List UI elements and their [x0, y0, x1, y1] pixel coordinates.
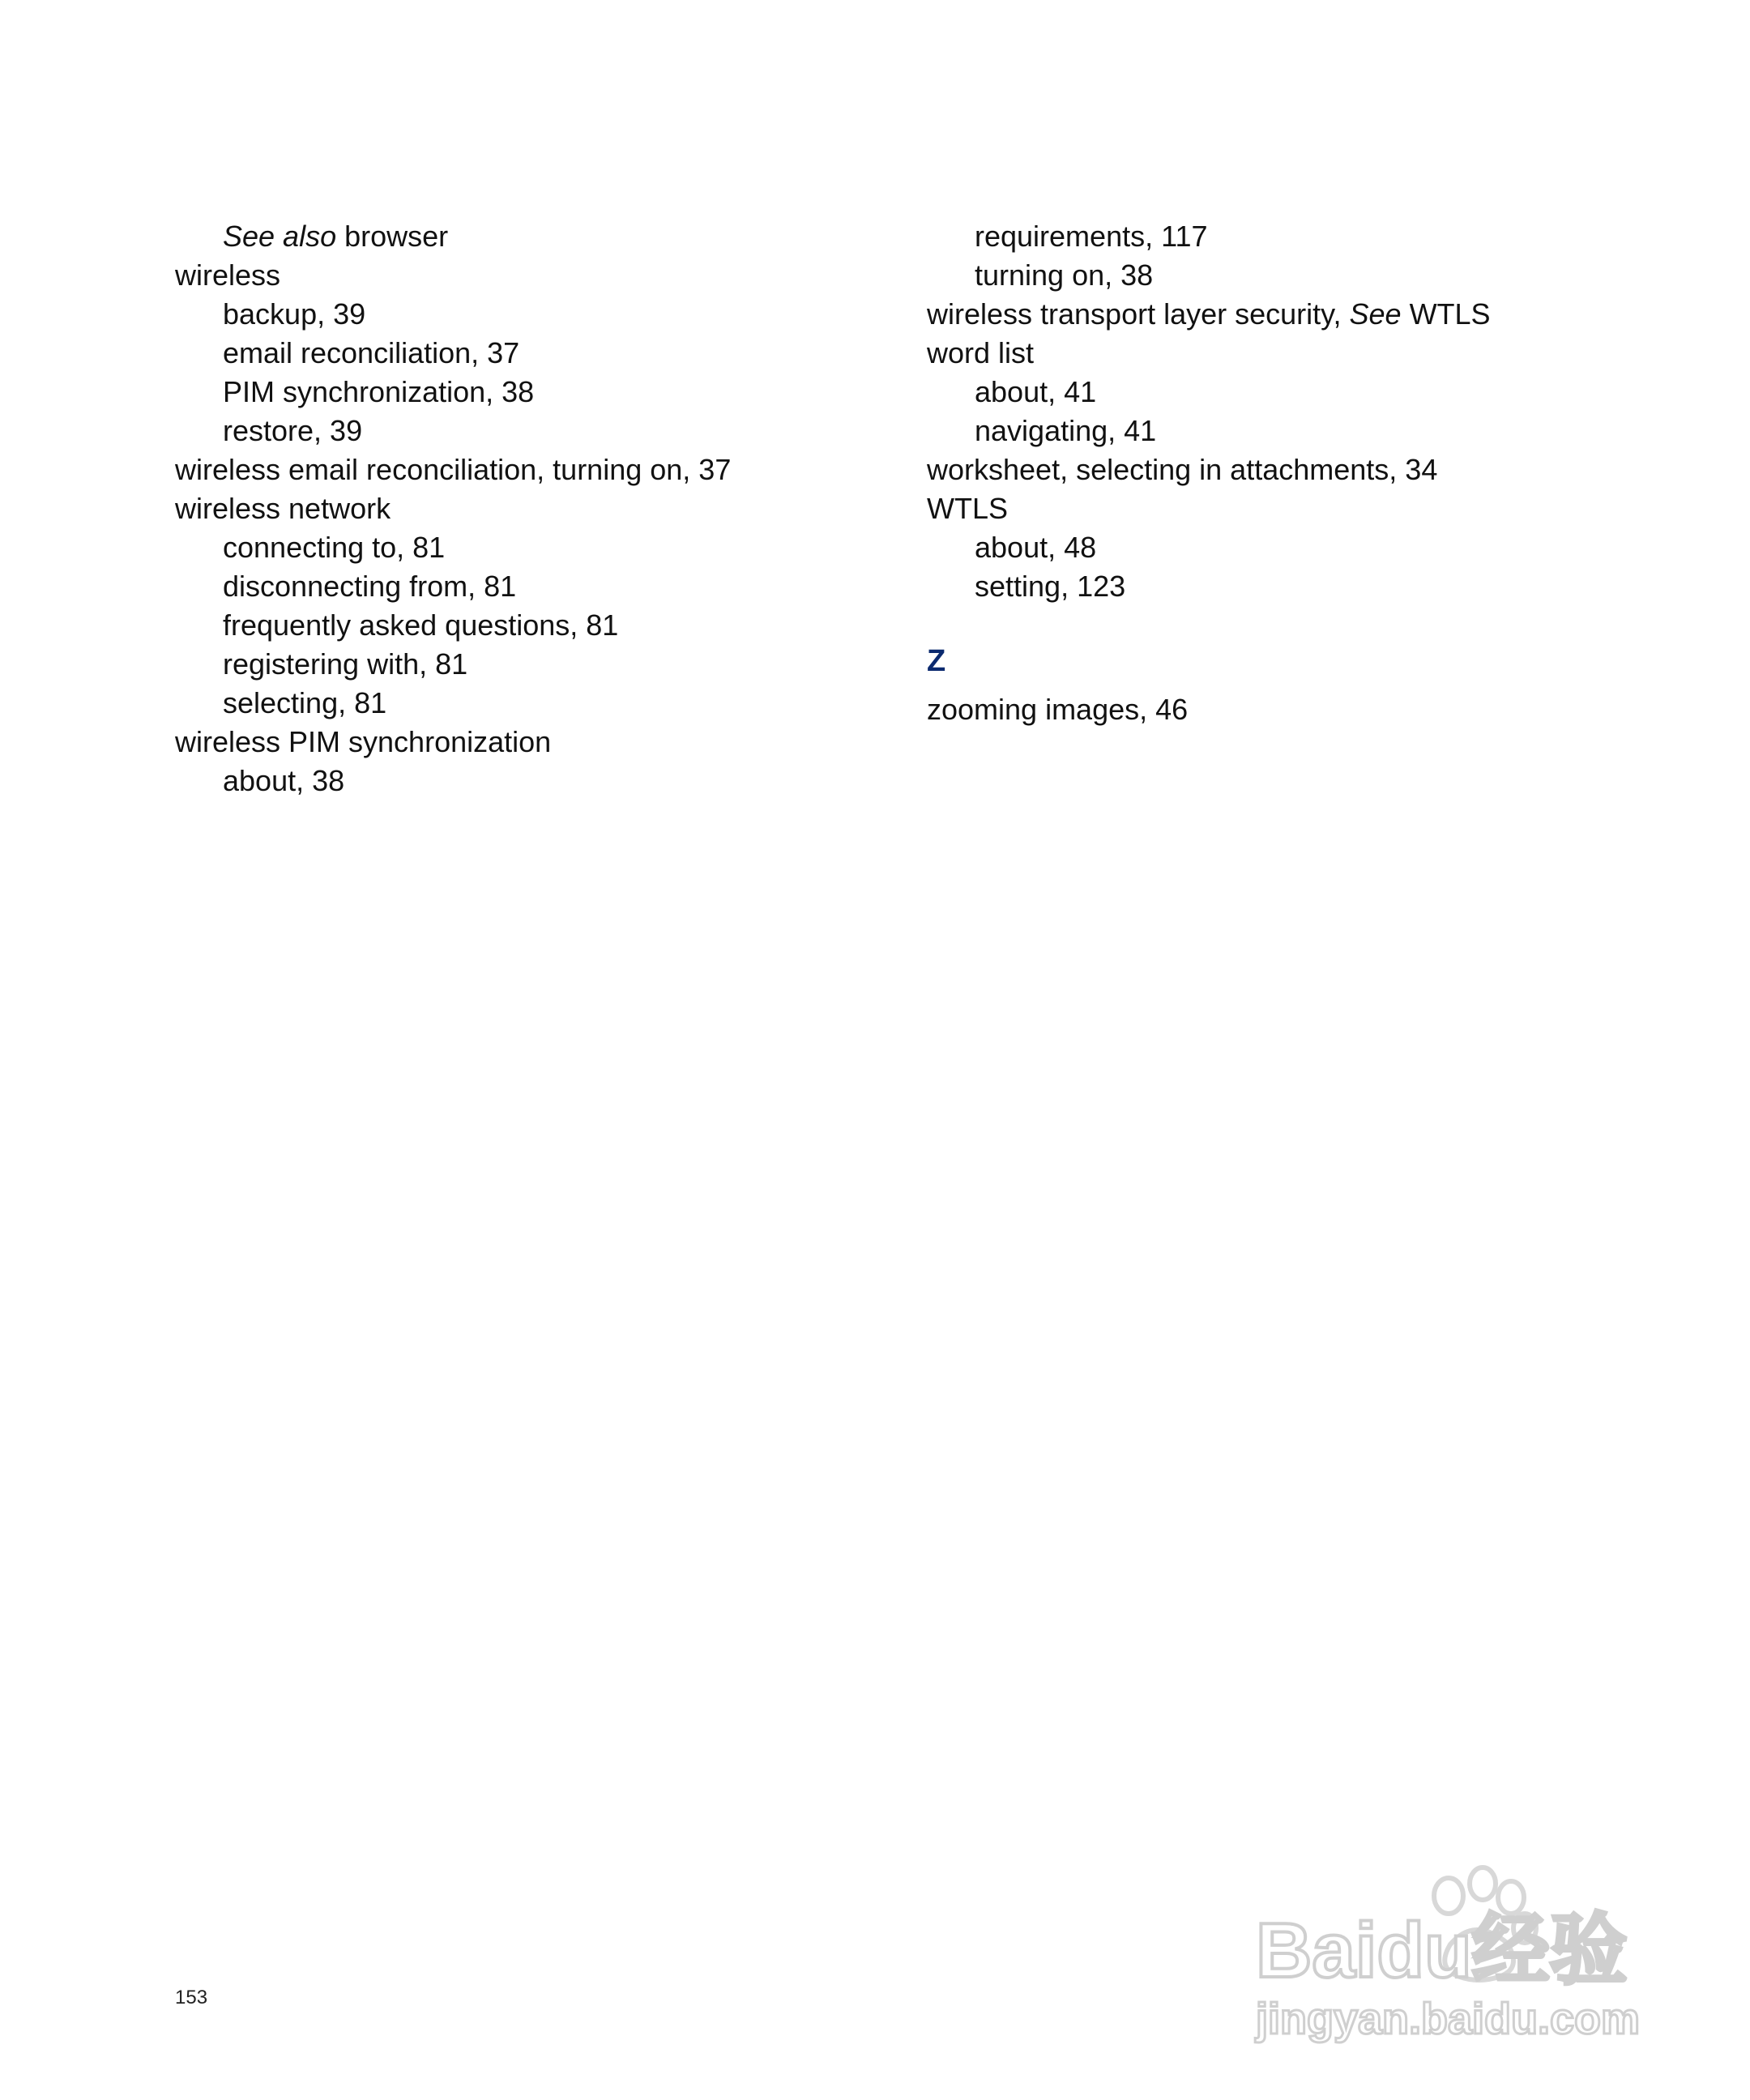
index-entry: worksheet, selecting in attachments, 34: [927, 453, 1438, 486]
baidu-watermark-logo: [1248, 1839, 1669, 2050]
index-entry: [927, 295, 1656, 334]
index-entry: wireless PIM synchronization: [175, 725, 552, 758]
index-subentry: email reconciliation, 37: [223, 336, 520, 369]
index-subentry: selecting, 81: [223, 686, 387, 719]
index-subentry: frequently asked questions, 81: [223, 608, 619, 642]
index-subentry: about, 38: [223, 764, 345, 797]
index-subentry: restore, 39: [223, 414, 363, 447]
index-entry-text: browser: [336, 220, 449, 253]
index-entry: wireless network: [175, 492, 391, 525]
index-entry: WTLS: [927, 492, 1009, 525]
page-number: 153: [175, 1987, 208, 2008]
index-entry: word list: [927, 336, 1035, 369]
index-subentry: about, 41: [975, 375, 1097, 408]
index-subentry: backup, 39: [223, 297, 366, 331]
index-subentry: about, 48: [975, 531, 1097, 564]
index-entry-text: wireless transport layer security,: [927, 297, 1350, 331]
index-column-left: [175, 217, 904, 800]
index-subentry: turning on, 38: [975, 258, 1154, 292]
index-subentry: setting, 123: [975, 570, 1126, 603]
index-subentry: PIM synchronization, 38: [223, 375, 535, 408]
watermark-url: jingyan.baidu.com: [1256, 1995, 1641, 2043]
see-label: See: [1349, 297, 1402, 331]
see-also-label: See also: [223, 220, 337, 253]
index-entry: zooming images, 46: [927, 693, 1189, 726]
index-subentry: disconnecting from, 81: [223, 570, 517, 603]
section-heading-z: Z: [927, 644, 946, 678]
watermark-brand: Baidu经验: [1256, 1907, 1628, 1994]
index-subentry: registering with, 81: [223, 647, 468, 681]
index-entry: wireless: [175, 258, 281, 292]
index-entry: wireless email reconciliation, turning on, 37: [175, 453, 732, 486]
index-subentry: connecting to, 81: [223, 531, 446, 564]
index-entry: [175, 217, 904, 256]
index-subentry: navigating, 41: [975, 414, 1157, 447]
index-subentry: requirements, 117: [975, 220, 1208, 253]
see-target: WTLS: [1401, 297, 1491, 331]
index-column-right: [927, 217, 1656, 606]
